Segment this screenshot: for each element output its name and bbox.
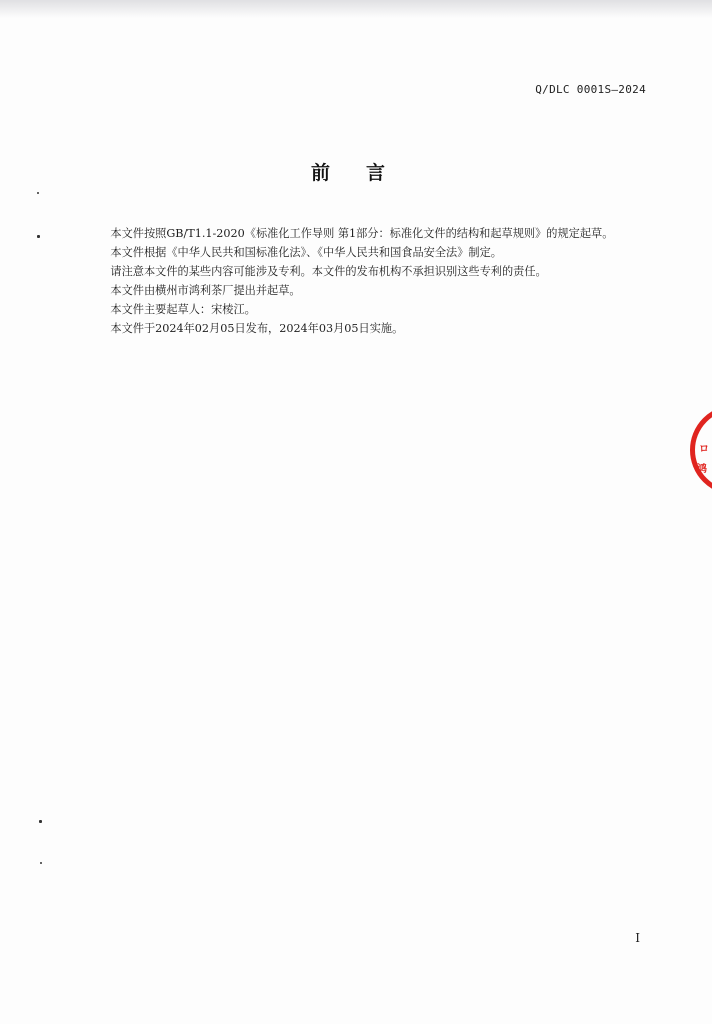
paragraph-proposer: 本文件由横州市鸿利茶厂提出并起草。 <box>110 284 301 297</box>
document-code: Q/DLC 0001S—2024 <box>535 83 646 96</box>
paragraph-legal-basis: 本文件根据《中华人民共和国标准化法》、《中华人民共和国食品安全法》制定。 <box>110 246 502 259</box>
paragraph-drafting-rules: 本文件按照GB/T1.1-2020《标准化工作导则 第1部分：标准化文件的结构和起草规则》的规定起草。 <box>110 227 614 240</box>
paragraph-dates: 本文件于2024年02月05日发布，2024年03月05日实施。 <box>110 322 404 335</box>
paragraph-patent-notice: 请注意本文件的某些内容可能涉及专利。本文件的发布机构不承担识别这些专利的责任。 <box>110 265 547 278</box>
page-number: I <box>635 931 640 945</box>
scan-edge-shadow <box>0 0 712 18</box>
scan-speck <box>39 820 42 823</box>
foreword-body <box>88 224 664 338</box>
company-seal-icon: ロ 鸿 <box>690 405 712 495</box>
scan-speck <box>37 192 39 194</box>
scan-speck <box>37 235 40 238</box>
paragraph-drafter: 本文件主要起草人：宋棱江。 <box>110 303 256 316</box>
scan-speck <box>40 862 42 864</box>
page-title: 前言 <box>310 162 421 184</box>
